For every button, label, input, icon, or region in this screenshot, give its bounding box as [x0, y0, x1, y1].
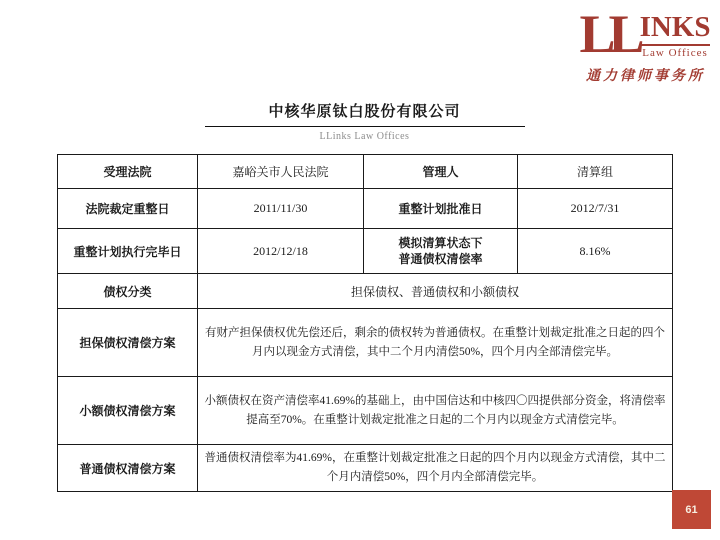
slide-title: 中核华原钛白股份有限公司: [268, 104, 461, 120]
page-number-badge: [672, 490, 711, 529]
logo-chinese-name: 通力律师事务所: [586, 69, 705, 85]
cell-small-claims-plan-label: 小额债权清偿方案: [58, 377, 198, 445]
llinks-logo: [579, 4, 711, 85]
simulated-liquidation-line2: 普通债权清偿率: [398, 252, 483, 266]
cell-simulated-liquidation-label: [364, 229, 518, 274]
cell-small-claims-plan-text: 小额债权在资产清偿率41.69%的基础上，由中国信达和中核四〇四提供部分资金，将清偿率提高至70%。在重整计划裁定批准之日起的二个月内以现金方式清偿完毕。: [198, 377, 673, 445]
table-row: [58, 309, 673, 377]
table-row: [58, 377, 673, 445]
table-row: [58, 155, 673, 189]
table-row: [58, 189, 673, 229]
simulated-liquidation-line1: 模拟清算状态下: [398, 235, 483, 250]
cell-secured-claims-plan-label: 担保债权清偿方案: [58, 309, 198, 377]
cell-ordinary-claims-plan-text: 普通债权清偿率为41.69%，在重整计划裁定批准之日起的四个月内以现金方式清偿，其中二个月内清偿50%，四个月内全部清偿完毕。: [198, 445, 673, 492]
cell-simulated-liquidation-value: 8.16%: [518, 229, 673, 274]
table-row: [58, 274, 673, 309]
reorganization-summary-table: [57, 154, 673, 492]
title-underline: [205, 126, 525, 127]
logo-wordmark: [579, 4, 711, 64]
cell-administrator-value: 清算组: [518, 155, 673, 189]
cell-plan-completion-date-value: 2012/12/18: [198, 229, 364, 274]
slide-subtitle: LLinks Law Offices: [319, 131, 410, 142]
table-row: [58, 229, 673, 274]
cell-accepting-court-label: 受理法院: [58, 155, 198, 189]
cell-accepting-court-value: 嘉峪关市人民法院: [198, 155, 364, 189]
cell-secured-claims-plan-text: 有财产担保债权优先偿还后，剩余的债权转为普通债权。在重整计划裁定批准之日起的四个月内以现金方式清偿，其中二个月内清偿50%，四个月内全部清偿完毕。: [198, 309, 673, 377]
logo-wordmark-right: [640, 12, 711, 59]
table-row: [58, 445, 673, 492]
cell-ruling-date-value: 2011/11/30: [198, 189, 364, 229]
logo-wordmark-inks: INKS: [639, 11, 711, 43]
logo-wordmark-ll: LL: [579, 4, 638, 64]
cell-plan-approval-date-value: 2012/7/31: [518, 189, 673, 229]
cell-plan-completion-date-label: 重整计划执行完毕日: [58, 229, 198, 274]
page-number: 61: [685, 503, 698, 516]
cell-ordinary-claims-plan-label: 普通债权清偿方案: [58, 445, 198, 492]
title-block: [57, 100, 672, 142]
cell-ruling-date-label: 法院裁定重整日: [58, 189, 198, 229]
cell-claim-classes-value: 担保债权、普通债权和小额债权: [198, 274, 673, 309]
cell-claim-classes-label: 债权分类: [58, 274, 198, 309]
cell-plan-approval-date-label: 重整计划批准日: [364, 189, 518, 229]
logo-law-offices-label: Law Offices: [640, 44, 711, 59]
cell-administrator-label: 管理人: [364, 155, 518, 189]
